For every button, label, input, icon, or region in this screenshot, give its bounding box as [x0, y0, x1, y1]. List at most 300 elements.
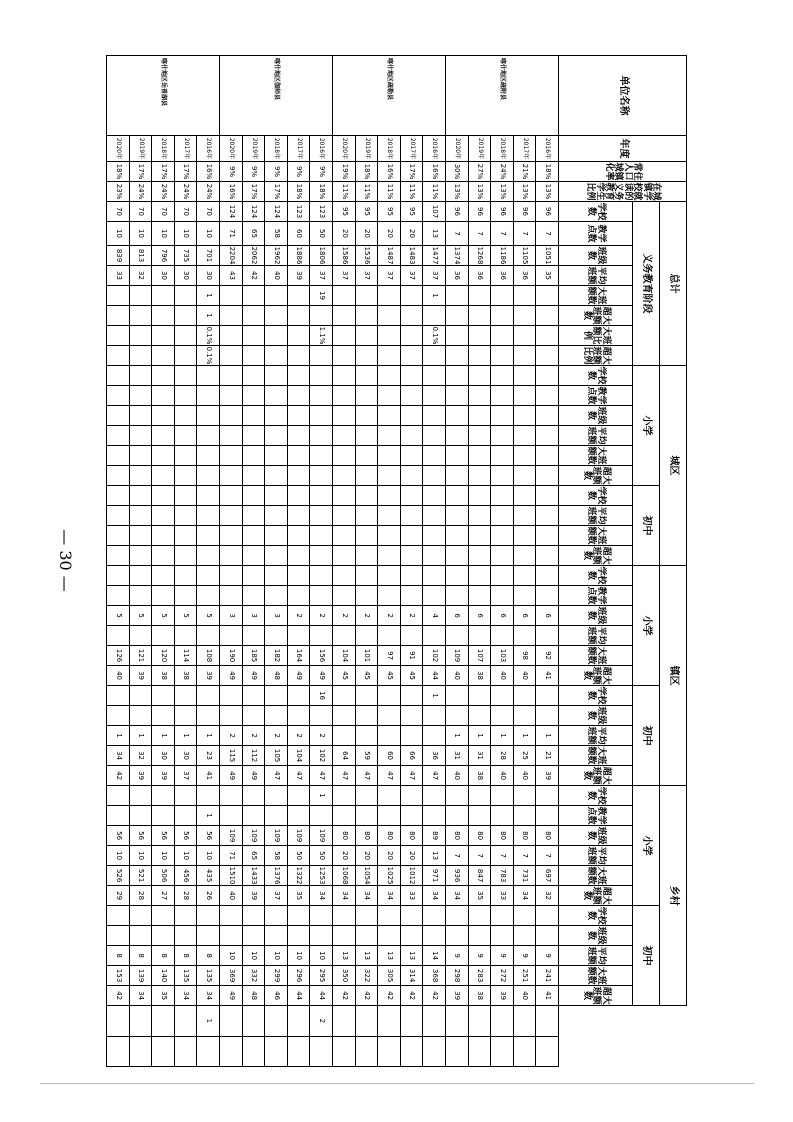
data-cell: 58 — [264, 846, 287, 866]
data-cell: 42 — [106, 986, 129, 1006]
data-cell — [309, 346, 332, 366]
data-cell — [490, 906, 513, 926]
data-cell — [106, 786, 129, 806]
data-cell — [377, 326, 400, 346]
data-cell — [242, 426, 265, 446]
data-cell — [309, 1036, 332, 1066]
data-cell: 272 — [490, 966, 513, 986]
data-cell — [129, 626, 152, 646]
data-cell — [197, 426, 220, 446]
data-cell — [400, 926, 423, 946]
data-cell: 36 — [422, 746, 445, 766]
year-cell: 2019年 — [129, 136, 152, 162]
data-cell: 49 — [219, 766, 242, 786]
data-cell: 38 — [468, 986, 491, 1006]
town-mid-large: 大班额数 — [558, 746, 632, 766]
data-cell — [332, 566, 355, 586]
city-pri-school: 学校数 — [558, 366, 632, 386]
data-cell: 182 — [264, 646, 287, 666]
data-cell: 124 — [219, 202, 242, 222]
data-cell: 7 — [468, 222, 491, 246]
data-cell — [355, 306, 378, 326]
data-cell: 2 — [377, 606, 400, 626]
data-cell: 80 — [332, 826, 355, 846]
data-cell — [219, 306, 242, 326]
data-cell: 39 — [535, 766, 558, 786]
data-cell — [219, 566, 242, 586]
data-cell — [490, 446, 513, 466]
year-cell: 2016年 — [422, 136, 445, 162]
data-cell: 9 — [445, 946, 468, 966]
data-cell: 6 — [445, 606, 468, 626]
data-cell — [332, 346, 355, 366]
data-cell: 39 — [197, 666, 220, 686]
data-cell — [468, 466, 491, 486]
data-cell — [287, 326, 310, 346]
data-cell — [445, 1006, 468, 1036]
data-cell: 8 — [197, 946, 220, 966]
data-cell: 20 — [355, 846, 378, 866]
data-cell — [400, 286, 423, 306]
data-cell — [174, 786, 197, 806]
data-cell: 20 — [377, 222, 400, 246]
data-cell: 10 — [197, 846, 220, 866]
data-cell — [513, 386, 536, 406]
table-body — [106, 56, 558, 1067]
data-cell: 49 — [219, 666, 242, 686]
data-cell: 1.1% — [309, 326, 332, 346]
data-cell: 1806 — [309, 246, 332, 266]
data-cell: 24% — [129, 182, 152, 202]
data-cell: 1 — [174, 726, 197, 746]
data-cell — [242, 346, 265, 366]
data-cell: 50 — [287, 846, 310, 866]
data-cell — [309, 526, 332, 546]
data-cell — [513, 466, 536, 486]
data-cell — [490, 546, 513, 566]
data-cell — [197, 566, 220, 586]
data-cell — [513, 686, 536, 706]
data-cell — [332, 706, 355, 726]
data-cell — [445, 346, 468, 366]
data-cell: 37 — [377, 266, 400, 286]
data-cell — [242, 326, 265, 346]
data-cell — [106, 1006, 129, 1036]
data-cell — [106, 506, 129, 526]
data-cell — [400, 366, 423, 386]
data-cell — [287, 306, 310, 326]
data-cell — [422, 346, 445, 366]
data-cell: 731 — [513, 866, 536, 886]
data-cell: 34 — [197, 986, 220, 1006]
data-cell: 24% — [151, 182, 174, 202]
unit-name-cell: 喀什地区伽师县 — [219, 56, 332, 136]
data-cell: 2 — [219, 726, 242, 746]
data-cell: 109 — [242, 826, 265, 846]
data-cell — [129, 486, 152, 506]
town-mid-class: 班级数 — [558, 706, 632, 726]
data-cell: 19 — [309, 286, 332, 306]
data-cell — [377, 686, 400, 706]
data-cell: 1 — [106, 726, 129, 746]
data-cell — [242, 546, 265, 566]
village-header: 乡村 — [659, 786, 686, 1006]
data-cell — [264, 926, 287, 946]
data-cell — [174, 926, 197, 946]
town-mid-school: 学校数 — [558, 686, 632, 706]
data-cell — [332, 306, 355, 326]
data-cell: 58 — [264, 222, 287, 246]
data-cell — [174, 1006, 197, 1036]
data-cell: 9% — [242, 162, 265, 182]
data-cell: 47 — [377, 766, 400, 786]
data-cell — [355, 726, 378, 746]
data-cell: 30 — [174, 746, 197, 766]
data-cell: 3 — [219, 606, 242, 626]
data-cell — [129, 906, 152, 926]
data-cell — [151, 406, 174, 426]
data-cell: 36 — [490, 266, 513, 286]
data-cell — [287, 546, 310, 566]
data-cell: 34 — [174, 986, 197, 1006]
data-cell: 40 — [106, 666, 129, 686]
data-cell: 10 — [151, 846, 174, 866]
data-cell — [400, 1036, 423, 1066]
data-cell — [332, 506, 355, 526]
data-cell — [219, 386, 242, 406]
data-cell — [151, 486, 174, 506]
data-cell: 2 — [400, 606, 423, 626]
data-cell — [174, 486, 197, 506]
data-cell: 35 — [287, 886, 310, 906]
data-cell — [106, 426, 129, 446]
data-cell — [309, 926, 332, 946]
data-cell: 1 — [468, 726, 491, 746]
data-cell: 190 — [219, 646, 242, 666]
data-cell — [151, 426, 174, 446]
table-row — [400, 56, 423, 1067]
town-primary-header: 小学 — [632, 566, 659, 686]
data-cell: 19% — [332, 162, 355, 182]
data-cell: 104 — [332, 646, 355, 666]
data-cell — [445, 426, 468, 446]
data-cell: 1586 — [332, 246, 355, 266]
data-cell: 2 — [242, 726, 265, 746]
data-cell — [513, 706, 536, 726]
data-cell — [174, 306, 197, 326]
data-cell: 30% — [445, 162, 468, 182]
data-cell — [468, 1006, 491, 1036]
data-cell: 56 — [129, 826, 152, 846]
data-cell — [445, 526, 468, 546]
data-cell: 13% — [490, 182, 513, 202]
data-cell — [445, 446, 468, 466]
data-cell — [309, 366, 332, 386]
data-cell — [309, 426, 332, 446]
data-cell — [468, 526, 491, 546]
data-cell: 71 — [219, 222, 242, 246]
data-cell — [309, 446, 332, 466]
header-row-2 — [632, 56, 659, 1067]
data-cell — [151, 346, 174, 366]
data-cell — [445, 326, 468, 346]
data-cell — [355, 466, 378, 486]
data-cell: 41 — [535, 986, 558, 1006]
town-middle-header: 初中 — [632, 686, 659, 786]
tot-super-ratio: 超大班额比例 — [558, 346, 632, 366]
data-cell — [106, 366, 129, 386]
data-cell: 10 — [197, 222, 220, 246]
vil-mid-class: 班级数 — [558, 926, 632, 946]
year-cell: 2017年 — [400, 136, 423, 162]
data-cell: 95 — [377, 202, 400, 222]
data-cell — [468, 286, 491, 306]
data-cell: 103 — [490, 646, 513, 666]
data-cell: 35 — [151, 986, 174, 1006]
data-cell: 4 — [422, 606, 445, 626]
data-cell: 13% — [513, 182, 536, 202]
tot-large-ratio: 大班额比例 — [558, 326, 632, 346]
data-cell: 13% — [445, 182, 468, 202]
data-cell — [468, 406, 491, 426]
data-cell: 39 — [445, 986, 468, 1006]
data-cell: 9 — [490, 946, 513, 966]
data-cell: 39 — [490, 986, 513, 1006]
data-cell: 40 — [513, 666, 536, 686]
year-cell: 2019年 — [242, 136, 265, 162]
data-cell — [377, 466, 400, 486]
data-cell: 13 — [355, 946, 378, 966]
data-cell — [309, 506, 332, 526]
data-cell — [264, 366, 287, 386]
data-cell: 45 — [377, 666, 400, 686]
data-cell: 39 — [242, 886, 265, 906]
data-cell — [264, 486, 287, 506]
data-cell: 2 — [309, 726, 332, 746]
data-cell: 735 — [174, 246, 197, 266]
data-cell — [332, 686, 355, 706]
data-cell: 49 — [309, 666, 332, 686]
table-row — [468, 56, 491, 1067]
data-cell: 37 — [264, 886, 287, 906]
data-cell — [174, 526, 197, 546]
data-cell — [106, 286, 129, 306]
data-cell — [377, 926, 400, 946]
data-cell: 456 — [174, 866, 197, 886]
data-cell — [242, 486, 265, 506]
data-cell — [242, 526, 265, 546]
data-cell — [468, 706, 491, 726]
data-cell — [106, 466, 129, 486]
data-cell — [219, 626, 242, 646]
vil-pri-super: 超大班额数 — [558, 886, 632, 906]
data-cell — [377, 346, 400, 366]
data-cell — [264, 286, 287, 306]
data-cell — [106, 566, 129, 586]
data-cell: 49 — [287, 666, 310, 686]
data-cell — [377, 706, 400, 726]
data-cell: 27 — [151, 886, 174, 906]
data-cell — [174, 426, 197, 446]
data-cell — [377, 486, 400, 506]
city-mid-school: 学校数 — [558, 486, 632, 506]
data-cell — [309, 546, 332, 566]
data-cell: 332 — [242, 966, 265, 986]
data-cell: 1253 — [309, 866, 332, 886]
data-cell: 10 — [174, 846, 197, 866]
data-cell — [129, 586, 152, 606]
data-cell — [264, 426, 287, 446]
data-cell: 47 — [309, 766, 332, 786]
data-cell: 120 — [151, 646, 174, 666]
unit-name-cell: 喀什地区疏附县 — [445, 56, 558, 136]
data-cell — [106, 306, 129, 326]
data-cell: 435 — [197, 866, 220, 886]
data-cell — [490, 506, 513, 526]
data-cell — [377, 426, 400, 446]
data-cell — [287, 366, 310, 386]
data-cell: 971 — [422, 866, 445, 886]
data-cell — [287, 506, 310, 526]
data-cell: 322 — [355, 966, 378, 986]
data-cell — [513, 526, 536, 546]
data-cell: 1186 — [490, 246, 513, 266]
data-cell: 24% — [197, 182, 220, 202]
data-cell: 71 — [219, 846, 242, 866]
data-cell — [535, 706, 558, 726]
vil-mid-large: 大班额数 — [558, 966, 632, 986]
data-cell: 33 — [106, 266, 129, 286]
data-cell — [264, 386, 287, 406]
tot-avg-class: 平均班额 — [558, 266, 632, 286]
data-cell — [264, 406, 287, 426]
data-cell: 18% — [106, 162, 129, 182]
tot-large: 大班额数 — [558, 286, 632, 306]
data-cell — [151, 306, 174, 326]
data-cell: 9 — [535, 946, 558, 966]
data-cell — [400, 686, 423, 706]
data-cell: 2 — [309, 606, 332, 626]
data-cell: 13% — [468, 182, 491, 202]
data-cell: 813 — [129, 246, 152, 266]
table-row — [535, 56, 558, 1067]
data-cell — [445, 466, 468, 486]
data-cell: 10 — [309, 946, 332, 966]
data-cell — [490, 926, 513, 946]
data-cell: 295 — [309, 966, 332, 986]
data-cell: 5 — [106, 606, 129, 626]
data-cell: 50 — [309, 222, 332, 246]
data-cell: 1 — [197, 1006, 220, 1036]
data-cell — [174, 566, 197, 586]
data-cell — [197, 446, 220, 466]
city-pri-avg: 平均班额 — [558, 426, 632, 446]
data-cell: 16 — [309, 686, 332, 706]
data-cell — [445, 506, 468, 526]
data-cell — [535, 466, 558, 486]
table-row — [197, 56, 220, 1067]
data-cell: 21% — [513, 162, 536, 182]
data-cell: 13 — [422, 222, 445, 246]
data-cell: 47 — [355, 766, 378, 786]
data-cell: 96 — [535, 202, 558, 222]
data-cell — [422, 786, 445, 806]
data-cell — [242, 626, 265, 646]
data-cell — [219, 926, 242, 946]
data-cell: 39 — [151, 766, 174, 786]
data-cell — [422, 406, 445, 426]
data-cell: 49 — [219, 986, 242, 1006]
data-cell — [513, 786, 536, 806]
data-cell: 101 — [355, 646, 378, 666]
data-cell: 11% — [332, 182, 355, 202]
data-cell — [151, 526, 174, 546]
data-cell: 2204 — [219, 246, 242, 266]
data-cell: 139 — [129, 966, 152, 986]
data-cell: 7 — [445, 222, 468, 246]
data-cell: 1477 — [422, 246, 445, 266]
data-cell — [490, 306, 513, 326]
data-cell — [332, 286, 355, 306]
year-cell: 2018年 — [377, 136, 400, 162]
data-cell: 96 — [490, 202, 513, 222]
data-cell — [129, 526, 152, 546]
statistics-table — [106, 55, 687, 1067]
data-cell: 9% — [309, 162, 332, 182]
data-cell — [151, 626, 174, 646]
data-cell: 50 — [309, 846, 332, 866]
data-cell — [197, 486, 220, 506]
data-cell — [377, 586, 400, 606]
data-cell — [264, 306, 287, 326]
village-primary-header: 小学 — [632, 786, 659, 906]
data-cell — [219, 446, 242, 466]
data-cell: 92 — [535, 646, 558, 666]
data-cell — [174, 706, 197, 726]
year-cell: 2016年 — [535, 136, 558, 162]
data-cell — [377, 1036, 400, 1066]
data-cell — [355, 786, 378, 806]
data-cell — [535, 526, 558, 546]
data-cell — [106, 486, 129, 506]
data-cell — [106, 526, 129, 546]
year-cell: 2017年 — [174, 136, 197, 162]
data-cell — [197, 506, 220, 526]
data-cell — [129, 566, 152, 586]
data-cell: 48 — [264, 666, 287, 686]
data-cell — [332, 726, 355, 746]
data-cell — [490, 326, 513, 346]
data-cell — [332, 466, 355, 486]
data-cell: 17% — [264, 182, 287, 202]
data-cell: 1433 — [242, 866, 265, 886]
data-cell — [129, 326, 152, 346]
data-cell: 6 — [513, 606, 536, 626]
data-cell: 25 — [513, 746, 536, 766]
data-cell — [174, 386, 197, 406]
data-cell — [513, 1036, 536, 1066]
data-cell — [513, 406, 536, 426]
data-cell — [264, 786, 287, 806]
data-cell: 7 — [490, 222, 513, 246]
data-cell: 296 — [287, 966, 310, 986]
data-cell — [468, 546, 491, 566]
data-cell: 49 — [242, 766, 265, 786]
header-row-1 — [659, 56, 686, 1067]
data-cell — [468, 446, 491, 466]
data-cell — [400, 726, 423, 746]
table-row — [490, 56, 513, 1067]
